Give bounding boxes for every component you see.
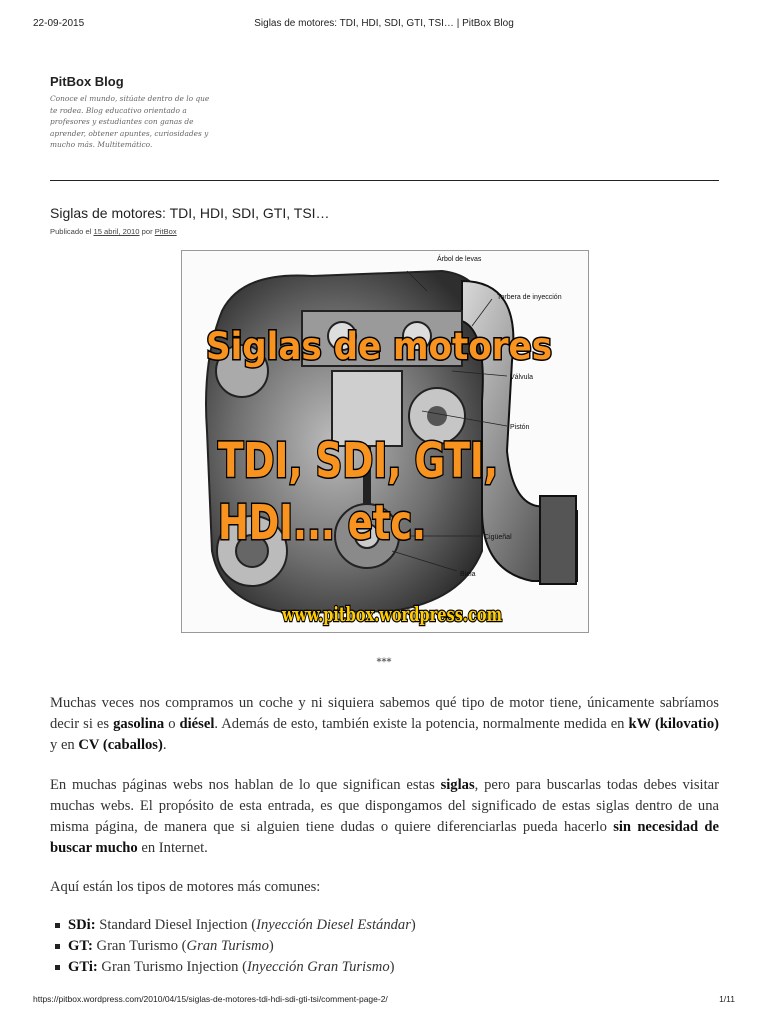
site-title[interactable]: PitBox Blog xyxy=(50,74,124,89)
callout-ciguenal: Cigüeñal xyxy=(484,534,512,541)
print-url: https://pitbox.wordpress.com/2010/04/15/siglas-de-motores-tdi-hdi-sdi-gti-tsi/comment-page-2/ xyxy=(33,994,388,1004)
bullet-icon xyxy=(55,965,60,970)
post-title: Siglas de motores: TDI, HDI, SDI, GTI, TSI… xyxy=(50,205,330,221)
print-date: 22-09-2015 xyxy=(33,18,85,29)
list-item: GT: Gran Turismo (Gran Turismo) xyxy=(50,936,416,957)
callout-valvula: Válvula xyxy=(510,374,533,381)
callout-torbera: Torbera de inyección xyxy=(497,294,562,301)
print-document-title: Siglas de motores: TDI, HDI, SDI, GTI, TSI… | PitBox Blog xyxy=(254,18,514,29)
image-overlay-line2: TDI, SDI, GTI, xyxy=(218,433,498,489)
list-item: GTi: Gran Turismo Injection (Inyección Gran Turismo) xyxy=(50,957,416,978)
engine-types-list xyxy=(50,915,416,978)
paragraph-list-intro: Aquí están los tipos de motores más comunes: xyxy=(50,879,321,895)
page-number: 1/11 xyxy=(719,994,735,1004)
post-author-link[interactable]: PitBox xyxy=(154,227,177,236)
callout-biela: Biela xyxy=(460,571,476,578)
header-divider xyxy=(50,180,719,181)
post-meta xyxy=(50,227,177,236)
print-header xyxy=(0,18,768,32)
bullet-icon xyxy=(55,923,60,928)
callout-arbol: Árbol de levas xyxy=(437,256,482,263)
paragraph-purpose: En muchas páginas webs nos hablan de lo que significan estas siglas, pero para buscarlas todas debes visitar muchas webs. El propósito de esta entrada, es que dispongamos del significado de estas siglas dentro de una misma página, de manera que si alguien tiene dudas o quiere diferenciarlas pueda hacerlo sin necesidad de buscar mucho en Internet. xyxy=(50,777,719,856)
section-separator: *** xyxy=(376,657,392,668)
site-tagline: Conoce el mundo, sitúate dentro de lo que te rodea. Blog educativo orientado a profesores y estudiantes con ganas de aprender, obtener apuntes, curiosidades y mucho más. Multitemático. xyxy=(50,94,210,149)
image-overlay-line1: Siglas de motores xyxy=(206,325,552,368)
image-watermark: www.pitbox.wordpress.com xyxy=(281,602,502,626)
post-date-link[interactable]: 15 abril, 2010 xyxy=(93,227,140,236)
meta-by: por xyxy=(139,227,155,236)
callout-piston: Pistón xyxy=(510,424,530,431)
paragraph-intro: Muchas veces nos compramos un coche y ni siquiera sabemos qué tipo de motor tiene, únicamente sabríamos decir si es gasolina o diésel. Además de esto, también existe la potencia, normalmente medida en kW (kilovatio) y en CV (caballos). xyxy=(50,695,719,753)
post-featured-image xyxy=(181,250,589,633)
meta-prefix: Publicado el xyxy=(50,227,94,236)
bullet-icon xyxy=(55,944,60,949)
image-overlay-line3: HDI... etc. xyxy=(218,495,426,551)
list-item: SDi: Standard Diesel Injection (Inyección Diesel Estándar) xyxy=(50,915,416,936)
